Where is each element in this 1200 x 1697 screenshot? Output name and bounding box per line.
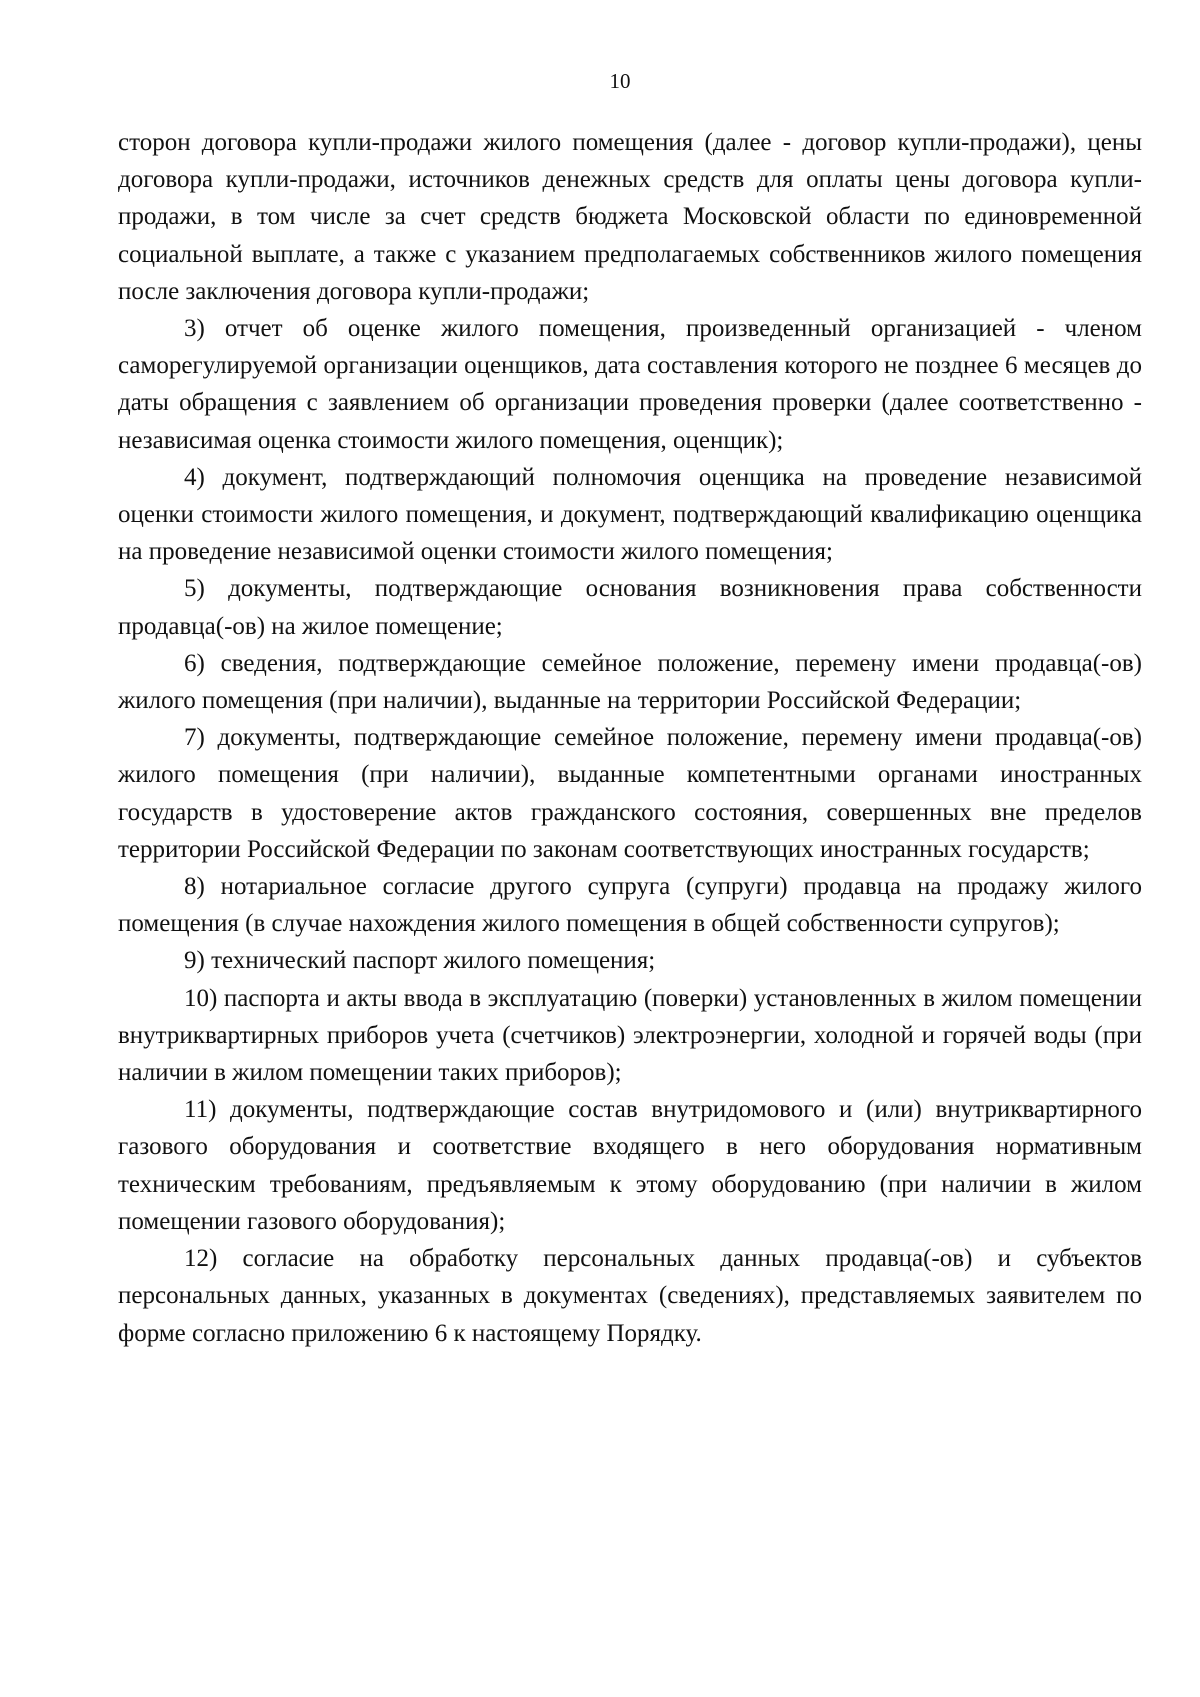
- list-item-10: 10) паспорта и акты ввода в эксплуатацию (поверки) установленных в жилом помещении внутриквартирных приборов учета (счетчиков) электроэнергии, холодной и горячей воды (при наличии в жилом помещении таких приборов);: [118, 984, 1142, 1087]
- list-item-3: 3) отчет об оценке жилого помещения, произведенный организацией - членом саморегулируемой организации оценщиков, дата составления которого не позднее 6 месяцев до даты обращения с заявлением об организации проведения проверки (далее соответственно - независимая оценка стоимости жилого помещения, оценщик);: [118, 315, 1142, 454]
- list-item-11: 11) документы, подтверждающие состав внутридомового и (или) внутриквартирного газового оборудования и соответствие входящего в него оборудования нормативным техническим требованиям, предъявляемым к этому оборудованию (при наличии в жилом помещении газового оборудования);: [118, 1096, 1142, 1235]
- list-item-4: 4) документ, подтверждающий полномочия оценщика на проведение независимой оценки стоимости жилого помещения, и документ, подтверждающий квалификацию оценщика на проведение независимой оценки стоимости жилого помещения;: [118, 463, 1142, 566]
- list-item-5: 5) документы, подтверждающие основания возникновения права собственности продавца(-ов) на жилое помещение;: [118, 575, 1142, 640]
- list-item-12: 12) согласие на обработку персональных данных продавца(-ов) и субъектов персональных данных, указанных в документах (сведениях), представляемых заявителем по форме согласно приложению 6 к настоящему Порядку.: [118, 1245, 1142, 1347]
- list-item-6: 6) сведения, подтверждающие семейное положение, перемену имени продавца(-ов) жилого помещения (при наличии), выданные на территории Российской Федерации;: [118, 649, 1142, 715]
- page-number: 10: [609, 69, 631, 93]
- list-item-7: 7) документы, подтверждающие семейное положение, перемену имени продавца(-ов) жилого помещения (при наличии), выданные компетентными органами иностранных государств в удостоверение актов гражданского состояния, совершенных вне пределов территории Российской Федерации по законам соответствующих иностранных государств;: [118, 724, 1142, 863]
- document-body: [118, 124, 1142, 1352]
- list-item-9: 9) технический паспорт жилого помещения;: [184, 947, 656, 975]
- list-item-8: 8) нотариальное согласие другого супруга (супруги) продавца на продажу жилого помещения (в случае нахождения жилого помещения в общей собственности супругов);: [118, 873, 1142, 938]
- paragraph-continuation: сторон договора купли-продажи жилого помещения (далее - договор купли-продажи), цены договора купли-продажи, источников денежных средств для оплаты цены договора купли-продажи, в том числе за счет средств бюджета Московской области по единовременной социальной выплате, а также с указанием предполагаемых собственников жилого помещения после заключения договора купли-продажи;: [118, 129, 1142, 305]
